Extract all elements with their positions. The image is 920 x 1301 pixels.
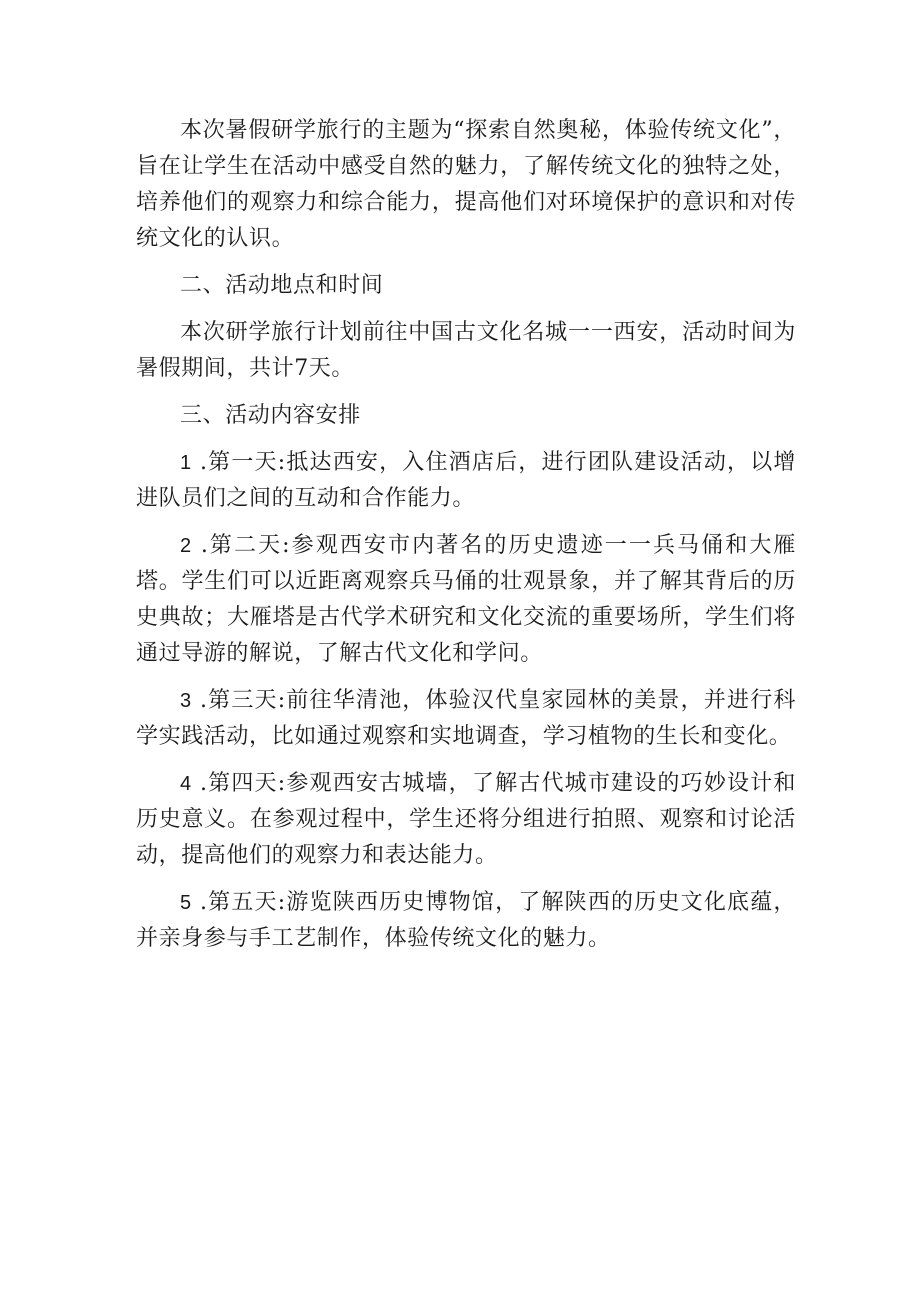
schedule-item-day-1 bbox=[136, 445, 796, 517]
item-text: .第五天:游览陕西历史博物馆，了解陕西的历史文化底蕴，并亲身参与手工艺制作，体验传统文化的魅力。 bbox=[136, 890, 797, 951]
section-heading-location-time: 二、活动地点和时间 bbox=[180, 273, 384, 298]
schedule-item-day-5 bbox=[136, 885, 796, 957]
item-text: .第一天:抵达西安，入住酒店后，进行团队建设活动，以增进队员们之间的互动和合作能力。 bbox=[136, 450, 797, 511]
item-number: 3 bbox=[180, 690, 192, 712]
item-text: .第三天:前往华清池，体验汉代皇家园林的美景，并进行科学实践活动，比如通过观察和实地调查，学习植物的生长和变化。 bbox=[136, 688, 797, 749]
schedule-item-day-4 bbox=[136, 766, 796, 874]
section-heading-activity-schedule: 三、活动内容安排 bbox=[180, 403, 361, 428]
schedule-item-day-3 bbox=[136, 683, 796, 755]
item-number: 1 bbox=[180, 452, 192, 474]
item-number: 4 bbox=[180, 773, 192, 795]
intro-paragraph: 本次暑假研学旅行的主题为“探索自然奥秘，体验传统文化”，旨在让学生在活动中感受自然的魅力，了解传统文化的独特之处，培养他们的观察力和综合能力，提高他们对环境保护的意识和对传统文化的认识。 bbox=[136, 118, 796, 251]
document-page bbox=[136, 113, 796, 968]
item-number: 5 bbox=[180, 892, 192, 914]
schedule-item-day-2 bbox=[136, 528, 796, 672]
item-text: .第二天:参观西安市内著名的历史遗迹一一兵马俑和大雁塔。学生们可以近距离观察兵马俑的壮观景象，并了解其背后的历史典故；大雁塔是古代学术研究和文化交流的重要场所，学生们将通过导游的解说，了解古代文化和学问。 bbox=[136, 533, 797, 666]
item-text: .第四天:参观西安古城墙，了解古代城市建设的巧妙设计和历史意义。在参观过程中，学生还将分组进行拍照、观察和讨论活动，提高他们的观察力和表达能力。 bbox=[136, 771, 797, 868]
location-time-paragraph: 本次研学旅行计划前往中国古文化名城一一西安，活动时间为暑假期间，共计7天。 bbox=[136, 320, 796, 381]
item-number: 2 bbox=[180, 535, 192, 557]
